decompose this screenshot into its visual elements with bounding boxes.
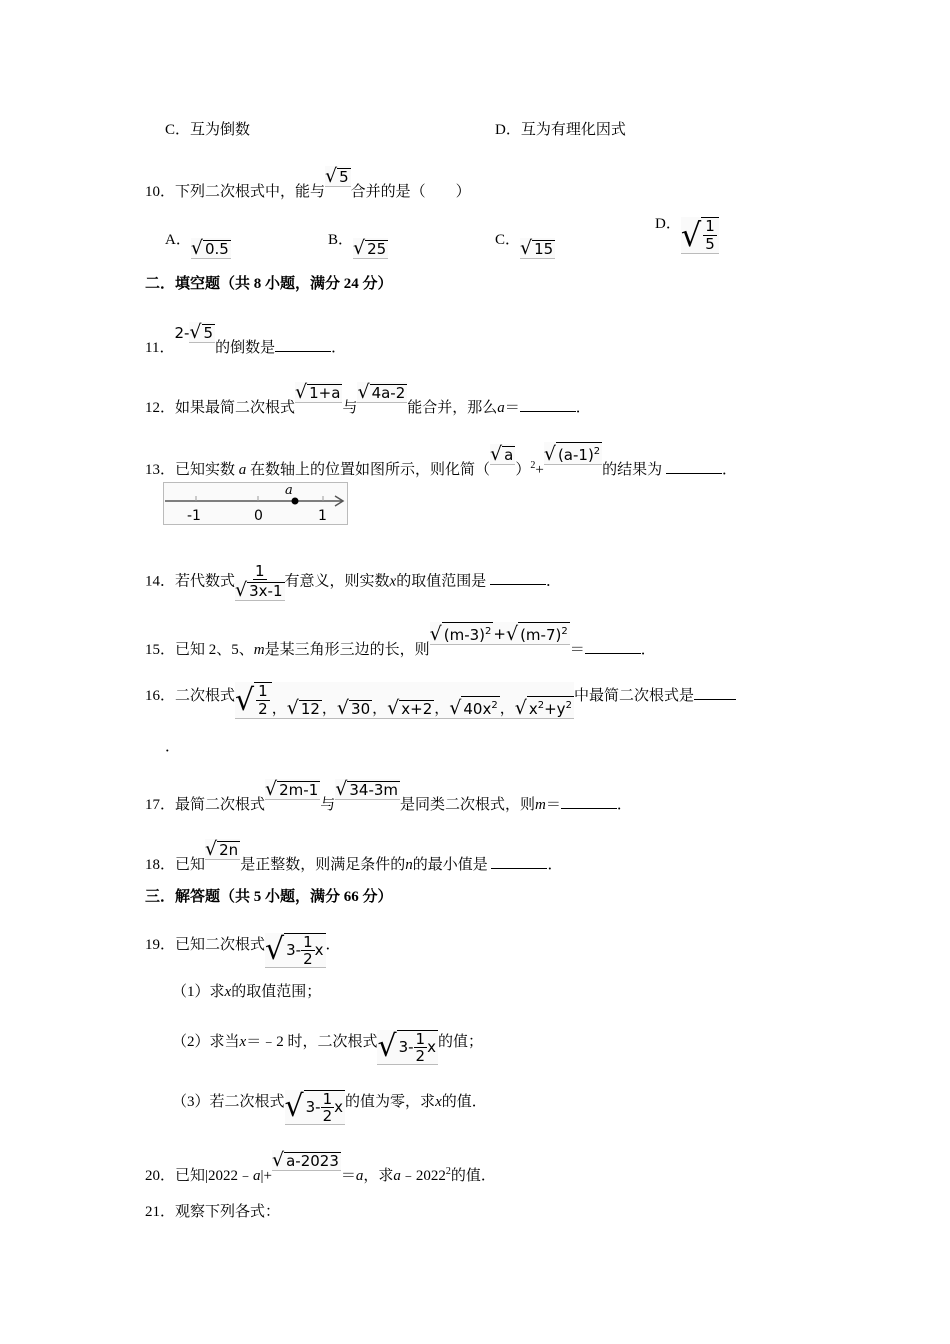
math-text: 17．最简二次根式 (145, 797, 266, 813)
fraction (701, 217, 719, 253)
math-text: ． (575, 400, 591, 416)
math-text: √ (190, 237, 203, 259)
option-c (495, 228, 555, 259)
math-text: ， (434, 699, 450, 717)
math-text: ＝ (340, 1168, 356, 1184)
math-text: 18．已知 (145, 857, 206, 873)
math-text: 的值． (441, 1094, 487, 1110)
math-text: ） (515, 462, 531, 478)
sqrt-expression (272, 1150, 341, 1171)
math-text: 3- (305, 1098, 321, 1116)
sqrt-expression (335, 779, 400, 800)
math-text: √ (235, 683, 255, 718)
question-15 (145, 622, 656, 660)
sqrt-expression (285, 1090, 346, 1125)
math-text: B． (328, 232, 354, 248)
math-text: m (535, 797, 546, 813)
math-text: √ (680, 216, 702, 254)
math-text: a (497, 400, 505, 416)
answer-blank[interactable] (491, 854, 547, 869)
math-text: + (493, 625, 506, 643)
math-text: C． (495, 232, 521, 248)
math-text: √ (284, 1089, 304, 1124)
math-text: √ (265, 932, 285, 967)
math-text: 5 (339, 168, 349, 186)
math-text: ＝﹣2 时，二次根式 (246, 1034, 378, 1050)
question-16 (145, 682, 736, 719)
math-text: x (224, 984, 232, 1000)
question-19-part-1 (172, 982, 321, 1002)
math-text: x+2 (401, 700, 433, 718)
math-text: a (504, 446, 514, 464)
math-text: √ (387, 697, 400, 719)
period: ． (165, 739, 181, 755)
math-text: 2 (303, 950, 313, 968)
math-text: 1 (254, 562, 265, 580)
math-text: (a-1) (557, 446, 594, 464)
math-text: 的结果为 (602, 462, 666, 478)
answer-blank[interactable] (490, 570, 546, 585)
math-text: √ (353, 237, 366, 259)
math-text: ． (721, 462, 737, 478)
question-19-part-2 (172, 1030, 483, 1065)
math-text: 的值． (450, 1168, 496, 1184)
math-text: ． (545, 573, 561, 590)
math-text: ﹣2022 (400, 1168, 446, 1184)
math-text: a (253, 1168, 261, 1184)
math-text: √ (189, 321, 202, 343)
math-text: (m-7) (520, 626, 562, 644)
math-text (556, 442, 602, 464)
math-text: 是某三角形三边的长，则 (264, 642, 430, 658)
sqrt-expression (325, 166, 351, 187)
math-text: 2 (485, 626, 492, 637)
section-fill-blank-heading: 二．填空题（共 8 小题，满分 24 分） (145, 276, 393, 292)
math-text: x (314, 941, 324, 959)
math-text: 30 (351, 700, 371, 718)
section-answer-heading: 三．解答题（共 5 小题，满分 66 分） (145, 889, 393, 905)
option-c: C．互为倒数 (165, 122, 251, 138)
math-text: 2m-1 (279, 781, 319, 799)
question-14 (145, 563, 561, 601)
math-text: x (528, 700, 538, 718)
math-text: √ (286, 697, 299, 719)
math-text: ＝ (569, 642, 585, 658)
math-text: 34-3m (349, 781, 399, 799)
math-text: 12 (300, 700, 320, 718)
math-text (518, 622, 570, 644)
math-text: |+ (260, 1168, 272, 1184)
math-text: √ (490, 443, 503, 465)
math-text: 25 (367, 240, 387, 258)
sqrt-expression (235, 580, 285, 601)
sqrt-expression (520, 238, 555, 259)
math-text: √ (543, 443, 556, 465)
math-text: 2- (174, 324, 190, 342)
math-text: 是同类二次根式，则 (400, 797, 536, 813)
text: 合并的是（ ） (350, 184, 471, 200)
option-d (655, 212, 719, 254)
math-text: -1 (187, 508, 201, 524)
math-text: ， (499, 699, 515, 717)
math-text: 16．二次根式 (145, 688, 236, 704)
sqrt-expression (681, 217, 719, 254)
option-d: D．互为有理化因式 (495, 122, 626, 138)
math-text (174, 322, 215, 343)
math-text: 1 (318, 508, 327, 524)
number-line-figure (163, 482, 349, 526)
math-text: ． (640, 642, 656, 658)
math-text: (m-3) (443, 626, 486, 644)
math-text: x (427, 1038, 436, 1056)
sqrt-expression (189, 322, 215, 343)
math-text: 的取值范围； (231, 984, 322, 1000)
math-text: 的最小值是 (412, 857, 492, 873)
math-text: 0 (254, 508, 263, 524)
math-text: ＝ (545, 797, 561, 813)
math-text: 14．若代数式 (145, 573, 236, 590)
sqrt-expression (353, 238, 388, 259)
math-text: 1 (322, 1090, 333, 1108)
math-text: 的取值范围是 (396, 573, 490, 590)
math-text: 0.5 (204, 240, 229, 258)
math-text: √ (265, 778, 278, 800)
math-text: 2 (258, 700, 268, 718)
math-text: 2 (322, 1107, 333, 1125)
math-text: √ (335, 778, 348, 800)
math-text (527, 696, 574, 718)
math-text: n (405, 857, 413, 873)
math-text: x (435, 1094, 442, 1110)
math-text: 2 (565, 700, 572, 711)
sqrt-expression (295, 382, 342, 403)
answer-blank[interactable] (561, 794, 617, 809)
math-text: a (238, 462, 247, 478)
sqrt-expression (357, 382, 407, 403)
math-text: 20．已知|2022﹣ (145, 1168, 254, 1184)
math-text: 13．已知实数 (145, 462, 236, 478)
math-text: 4a-2 (371, 384, 406, 402)
math-text: √ (205, 838, 218, 860)
math-text: x (239, 1034, 247, 1050)
math-text: √ (520, 237, 533, 259)
math-text: √ (357, 381, 370, 403)
math-text (284, 933, 325, 967)
math-text: √ (235, 579, 248, 601)
math-text: ， (321, 699, 337, 717)
math-text: a-2023 (286, 1152, 339, 1170)
math-text: （3）若二次根式 (172, 1094, 285, 1110)
answer-blank[interactable] (694, 685, 736, 700)
math-text: 2 (445, 1166, 451, 1177)
question-21: 21．观察下列各式： (145, 1204, 281, 1220)
math-text: √ (429, 623, 442, 645)
math-text (304, 1090, 345, 1124)
math-text: +y (544, 700, 566, 718)
math-text: 2 (491, 700, 498, 711)
option-a (165, 228, 231, 259)
math-text: 3- (398, 1038, 414, 1056)
math-text: √ (514, 697, 527, 719)
math-text: ， (271, 699, 287, 717)
math-text: 1 (705, 217, 715, 235)
math-text: 1 (303, 933, 313, 951)
math-text: 有意义，则实数 (284, 573, 390, 590)
math-text: 的值为零，求 (345, 1094, 436, 1110)
math-text: 2 (537, 700, 545, 711)
sqrt-expression (191, 238, 231, 259)
math-text (397, 1030, 438, 1064)
answer-blank[interactable] (275, 337, 331, 352)
math-text: x (389, 573, 397, 590)
math-text: √ (505, 623, 519, 645)
math-text: 11． (145, 340, 175, 356)
answer-blank[interactable] (520, 397, 576, 412)
question-12 (145, 382, 591, 418)
option-b (328, 228, 388, 259)
point-a (292, 498, 299, 505)
math-text: 的倒数是 (215, 340, 276, 356)
math-text: 5 (203, 324, 214, 342)
sqrt-expression (430, 622, 570, 645)
question-13 (145, 442, 737, 480)
math-text: 与 (342, 400, 358, 416)
math-text: ． (547, 857, 563, 873)
math-text: A． (165, 232, 191, 248)
math-text: 能合并，那么 (407, 400, 498, 416)
math-text: m (253, 642, 265, 658)
math-text: 15．已知 2、5、 (145, 642, 254, 658)
sqrt-expression (490, 444, 515, 465)
sqrt-expression (377, 1030, 438, 1065)
math-text: 3x-1 (249, 582, 283, 600)
math-text: 2 (561, 626, 568, 637)
math-text: 在数轴上的位置如图所示，则化简（ (250, 462, 491, 478)
math-text: 2 (530, 460, 536, 471)
question-19 (145, 933, 341, 968)
fraction (301, 934, 315, 967)
math-text: √ (449, 697, 462, 719)
text: 10．下列二次根式中，能与 (145, 184, 326, 200)
answer-blank[interactable] (585, 639, 641, 654)
math-text (442, 622, 494, 644)
math-text: a (285, 483, 293, 498)
math-text: 1 (258, 682, 268, 700)
math-text: ． (331, 340, 347, 356)
sqrt-expression (544, 442, 602, 465)
math-text: x (334, 1098, 344, 1116)
question-18 (145, 839, 562, 875)
math-text: a (393, 1168, 401, 1184)
math-text: + (535, 462, 544, 478)
math-text: （2）求当 (172, 1034, 240, 1050)
sqrt-expression (265, 933, 326, 968)
math-text: 与 (320, 797, 336, 813)
math-text: √ (377, 1029, 397, 1064)
question-17 (145, 779, 632, 815)
sqrt-expression (265, 779, 320, 800)
math-text: √ (271, 1149, 285, 1171)
math-text: ， (372, 699, 388, 717)
question-20 (145, 1150, 496, 1186)
math-text: 中最简二次根式是 (573, 688, 694, 704)
math-text: ． (325, 937, 341, 953)
math-text: √ (295, 381, 308, 403)
math-text: （1）求 (172, 984, 225, 1000)
answer-blank[interactable] (666, 459, 722, 474)
math-text: 是正整数，则满足条件的 (240, 857, 406, 873)
sqrt-expression (205, 839, 240, 860)
math-text: 40x (463, 700, 492, 718)
fraction (414, 1031, 428, 1064)
math-text: 2 (415, 1047, 426, 1065)
math-text: 1 (415, 1030, 426, 1048)
fraction (254, 682, 272, 718)
question-19-part-3 (172, 1090, 487, 1125)
math-text: ＝ (504, 400, 520, 416)
math-text: 的值； (437, 1034, 483, 1050)
math-text: ，求 (363, 1168, 394, 1184)
math-text: D． (655, 216, 681, 232)
sqrt-expression (235, 682, 574, 719)
math-text: a (355, 1168, 364, 1184)
math-text: 19．已知二次根式 (145, 937, 266, 953)
fraction (235, 563, 285, 601)
math-text (461, 696, 499, 718)
math-text: ． (616, 797, 632, 813)
math-text: √ (336, 697, 350, 719)
math-text: 3- (286, 941, 302, 959)
math-text: 5 (705, 235, 715, 253)
math-text: 12．如果最简二次根式 (145, 400, 296, 416)
question-11 (145, 322, 346, 358)
fraction (321, 1091, 335, 1124)
math-text: 2 (593, 446, 601, 457)
math-text: 1+a (309, 384, 341, 402)
math-text: √ (325, 165, 338, 187)
question-10 (145, 166, 471, 202)
math-text: 2n (219, 841, 239, 859)
math-text: 15 (534, 240, 554, 258)
